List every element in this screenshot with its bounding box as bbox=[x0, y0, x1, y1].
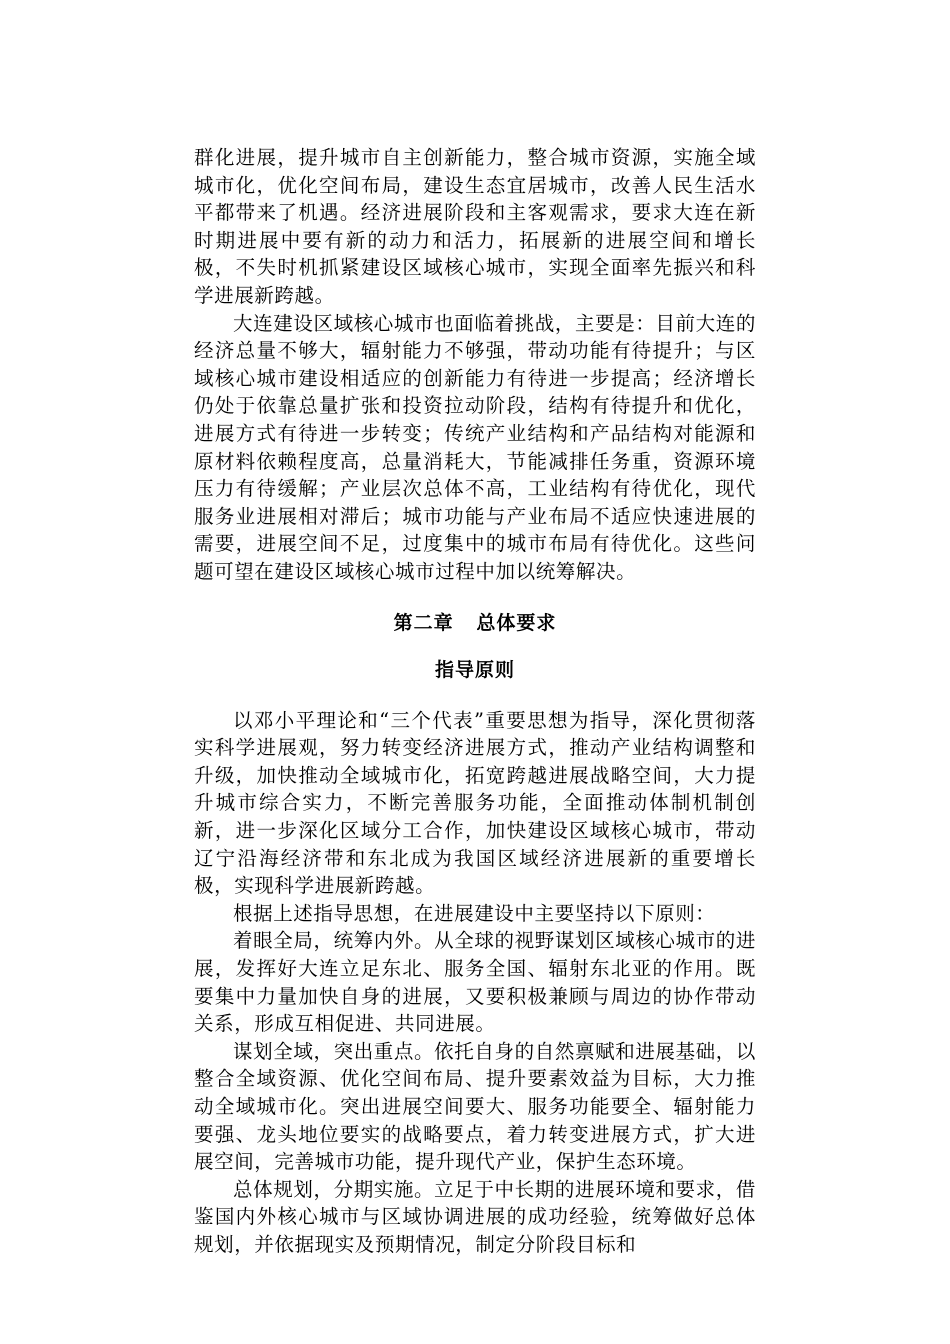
body-paragraph: 谋划全域，突出重点。依托自身的自然禀赋和进展基础，以整合全域资源、优化空间布局、提升要素效益为目标，大力推动全域城市化。突出进展空间要大、服务功能要全、辐射能力要强、龙头地位要实的战略要点，着力转变进展方式，扩大进展空间，完善城市功能，提升现代产业，保护生态环境。 bbox=[194, 1039, 756, 1174]
document-page bbox=[194, 144, 756, 1259]
section-heading: 指导原则 bbox=[434, 659, 515, 682]
chapter-heading bbox=[194, 610, 756, 638]
body-paragraph: 总体规划，分期实施。立足于中长期的进展环境和要求，借鉴国内外核心城市与区域协调进展的成功经验，统筹做好总体规划，并依据现实及预期情况，制定分阶段目标和 bbox=[194, 1177, 756, 1256]
body-paragraph: 群化进展，提升城市自主创新能力，整合城市资源，实施全域城市化，优化空间布局，建设生态宜居城市，改善人民生活水平都带来了机遇。经济进展阶段和主客观需求，要求大连在新时期进展中要有新的动力和活力，拓展新的进展空间和增长极，不失时机抓紧建设区域核心城市，实现全面率先振兴和科学进展新跨越。 bbox=[194, 146, 756, 307]
chapter-number: 第二章 bbox=[393, 611, 454, 634]
body-paragraph: 以邓小平理论和“三个代表”重要思想为指导，深化贯彻落实科学进展观，努力转变经济进展方式，推动产业结构调整和升级，加快推动全域城市化，拓宽跨越进展战略空间，大力提升城市综合实力，不断完善服务功能，全面推动体制机制创新，进一步深化区域分工合作，加快建设区域核心城市，带动辽宁沿海经济带和东北成为我国区域经济进展新的重要增长极，实现科学进展新跨越。 bbox=[194, 708, 756, 898]
chapter-title: 总体要求 bbox=[476, 611, 557, 634]
body-paragraph: 大连建设区域核心城市也面临着挑战，主要是：目前大连的经济总量不够大，辐射能力不够强，带动功能有待提升；与区域核心城市建设相适应的创新能力有待进一步提高；经济增长仍处于依靠总量扩张和投资拉动阶段，结构有待提升和优化，进展方式有待进一步转变；传统产业结构和产品结构对能源和原材料依赖程度高，总量消耗大，节能减排任务重，资源环境压力有待缓解；产业层次总体不高，工业结构有待优化，现代服务业进展相对滞后；城市功能与产业布局不适应快速进展的需要，进展空间不足，过度集中的城市布局有待优化。这些问题可望在建设区域核心城市过程中加以统筹解决。 bbox=[194, 311, 756, 583]
body-paragraph: 着眼全局，统筹内外。从全球的视野谋划区域核心城市的进展，发挥好大连立足东北、服务全国、辐射东北亚的作用。既要集中力量加快自身的进展，又要积极兼顾与周边的协作带动关系，形成互相促进、共同进展。 bbox=[194, 929, 756, 1036]
body-paragraph: 根据上述指导思想，在进展建设中主要坚持以下原则： bbox=[233, 901, 716, 925]
